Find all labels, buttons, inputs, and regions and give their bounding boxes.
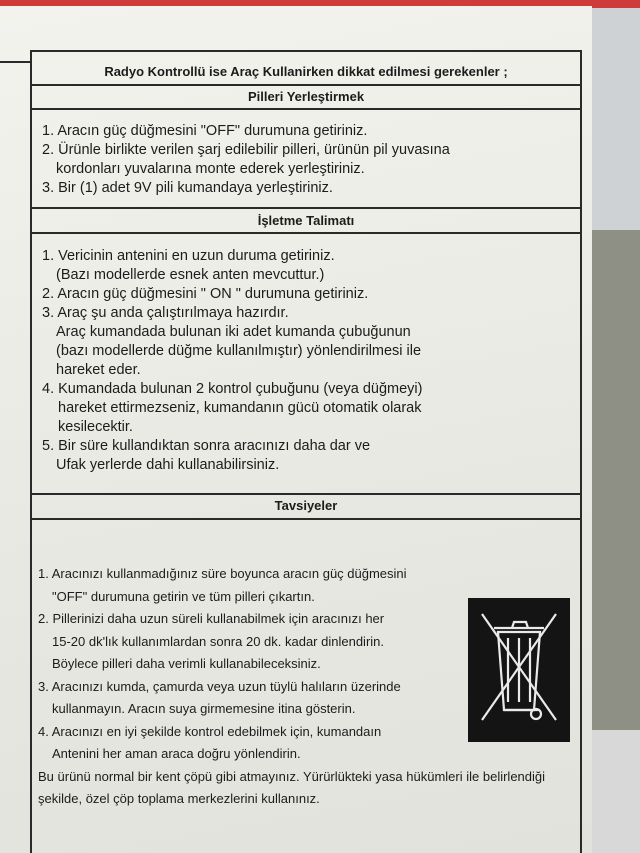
- section-heading-operation: İşletme Talimatı: [257, 213, 355, 228]
- bin-symbol-icon: [468, 598, 570, 742]
- rule-2: [30, 108, 582, 110]
- list-item: Araç kumandada bulunan iki adet kumanda çubuğunun: [56, 324, 411, 340]
- left-rule: [0, 61, 32, 63]
- list-item: 1. Aracınızı kullanmadığınız süre boyunca aracın güç düğmesini: [38, 566, 407, 581]
- disposal-note: şekilde, özel çöp toplama merkezlerini kullanınız.: [38, 791, 320, 806]
- list-item: (Bazı modellerde esnek anten mevcuttur.): [56, 267, 325, 283]
- battery-instructions: [42, 122, 450, 198]
- list-item: 4. Aracınızı en iyi şekilde kontrol edebilmek için, kumandaın: [38, 723, 382, 739]
- list-item: hareket ettirmezseniz, kumandanın gücü otomatik olarak: [58, 400, 422, 416]
- list-item: kesilecektir.: [58, 419, 133, 435]
- list-item: 1. Vericinin antenini en uzun duruma getiriniz.: [42, 248, 335, 264]
- list-item: Antenini her aman araca doğru yönlendirin.: [52, 746, 301, 761]
- list-item: 2. Pillerinizi daha uzun süreli kullanabilmek için aracınızı her: [38, 611, 385, 626]
- section-heading-batteries: Pilleri Yerleştirmek: [247, 89, 365, 104]
- list-item: kullanmayın. Aracın suya girmemesine itina gösterin.: [52, 701, 356, 716]
- list-item: "OFF" durumuna getirin ve tüm pilleri çıkartın.: [52, 588, 315, 604]
- list-item: 3. Aracınızı kumda, çamurda veya uzun tüylü halıların üzerinde: [38, 678, 401, 694]
- rule-6: [30, 518, 582, 520]
- list-item: 15-20 dk'lık kullanımlardan sonra 20 dk. kadar dinlendirin.: [52, 633, 385, 649]
- list-item: kordonları yuvalarına monte ederek yerleştiriniz.: [56, 161, 365, 177]
- section-heading-recommendations: Tavsiyeler: [274, 498, 338, 513]
- list-item: 3. Araç şu anda çalıştırılmaya hazırdır.: [42, 305, 289, 321]
- list-item: Böylece pilleri daha verimli kullanabileceksiniz.: [52, 656, 321, 671]
- rule-4: [30, 232, 582, 234]
- top-rule: [30, 50, 582, 52]
- list-item: (bazı modellerde düğme kullanılmıştır) yönlendirilmesi ile: [56, 343, 422, 359]
- list-item: hareket eder.: [56, 362, 141, 378]
- list-item: Ufak yerlerde dahi kullanabilirsiniz.: [56, 457, 280, 473]
- crossed-out-wheelie-bin-icon: [468, 598, 570, 742]
- list-item: 2. Ürünle birlikte verilen şarj edilebilir pilleri, ürünün pil yuvasına: [42, 142, 450, 158]
- rule-1: [30, 84, 582, 86]
- list-item: 5. Bir süre kullandıktan sonra aracınızı daha dar ve: [42, 438, 371, 454]
- disposal-note: Bu ürünü normal bir kent çöpü gibi atmayınız. Yürürlükteki yasa hükümleri ile belirlendiği: [38, 768, 546, 784]
- list-item: 2. Aracın güç düğmesini " ON " durumuna getiriniz.: [42, 286, 369, 302]
- list-item: 4. Kumandada bulunan 2 kontrol çubuğunu (veya düğmeyi): [42, 381, 423, 397]
- rule-3: [30, 207, 582, 209]
- rule-5: [30, 493, 582, 495]
- operation-instructions: [42, 247, 422, 475]
- list-item: 3. Bir (1) adet 9V pili kumandaya yerleştiriniz.: [42, 180, 333, 196]
- main-title: Radyo Kontrollü ise Araç Kullanirken dikkat edilmesi gerekenler ;: [104, 64, 508, 79]
- list-item: 1. Aracın güç düğmesini "OFF" durumuna getiriniz.: [42, 123, 368, 139]
